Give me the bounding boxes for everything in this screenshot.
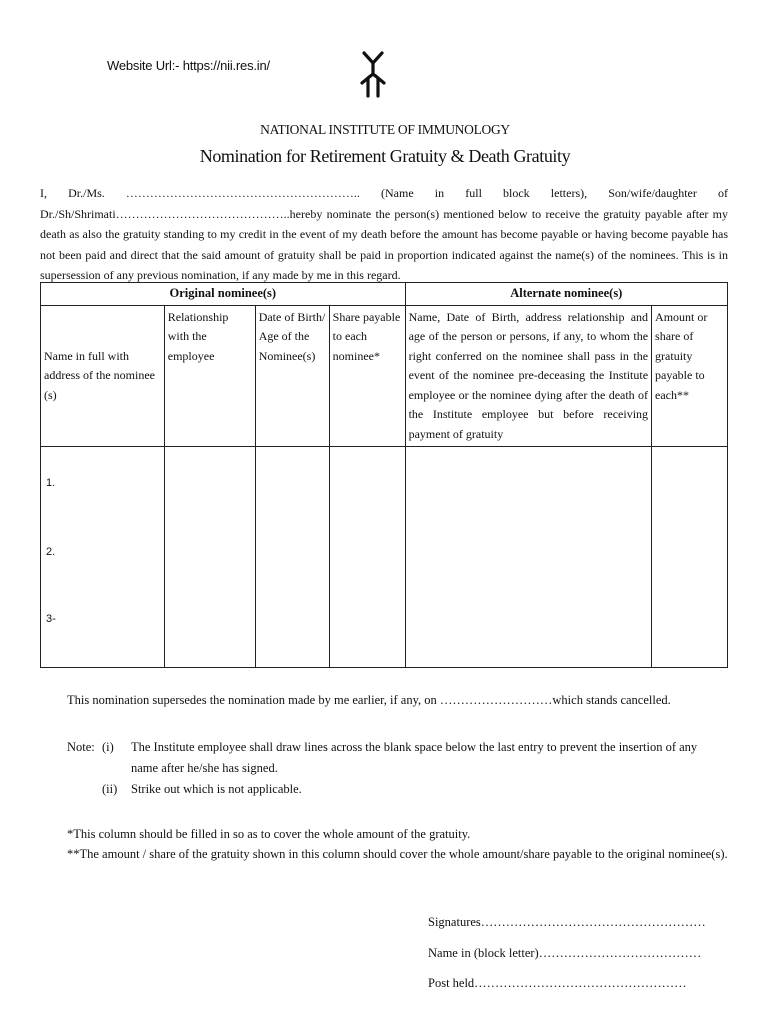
row-number: 2.: [46, 546, 56, 558]
note-item: [67, 779, 717, 800]
col-relationship-header: Relationship with the employee: [164, 305, 255, 447]
note-section: [67, 737, 717, 800]
word: I,: [40, 186, 47, 200]
name-blank: …………………………………………………..: [125, 186, 360, 200]
institute-name: NATIONAL INSTITUTE OF IMMUNOLOGY: [260, 122, 510, 137]
note-item-number: (ii): [102, 782, 118, 796]
signature-line[interactable]: Signatures………………………………………………: [428, 915, 706, 929]
word: Son/wife/daughter: [608, 186, 697, 200]
entry-share-cell[interactable]: [329, 447, 405, 668]
col-alternate-header: Name, Date of Birth, address relationship and age of the person or persons, if any, to whom the right conferred on the nominee shall pass in the event of the nominee pre-deceasing the Institute employee or the nominee dying after the death of the Institute employee but before receiving payment of gratuity: [405, 305, 651, 447]
footnote-double-asterisk: **The amount / share of the gratuity shown in this column should cover the whole amount/share payable to the original nominee(s).: [67, 847, 728, 861]
form-title: Nomination for Retirement Gratuity & Death Gratuity: [199, 146, 571, 166]
entry-name-cell[interactable]: [41, 447, 165, 668]
entry-amount-cell[interactable]: [652, 447, 728, 668]
note-item-number: (i): [102, 740, 114, 754]
declaration-body: Dr./Sh/Shrimati……………………………………..hereby nominate the person(s) mentioned below to receive the gratuity payable after my death as also the gratuity standing to my credit in the event of my death before the amount has become payable or having become payable has not been paid and direct that the said amount of gratuity shall be paid in proportion indicated against the name(s) of the nominees. This is in supersession of any previous nomination, if any made by me in this regard.: [40, 206, 728, 282]
declaration-first-line: [40, 183, 728, 204]
institute-logo: [358, 50, 388, 98]
footnotes: [67, 824, 728, 864]
word: (Name: [381, 186, 414, 200]
word: in: [434, 186, 445, 200]
entry-relationship-cell[interactable]: [164, 447, 255, 668]
alternate-nominee-header: Alternate nominee(s): [405, 283, 727, 306]
note-item: [67, 737, 717, 779]
word: Dr./Ms.: [68, 186, 105, 200]
post-held-line[interactable]: Post held……………………………………………: [428, 976, 687, 990]
supersede-statement: This nomination supersedes the nomination made by me earlier, if any, on ………………………which stands cancelled.: [67, 693, 671, 707]
entry-dob-cell[interactable]: [255, 447, 329, 668]
row-number: 1.: [46, 477, 56, 489]
signature-block: [428, 907, 706, 999]
declaration: [40, 183, 728, 286]
word: letters),: [550, 186, 588, 200]
block-letter-name-line[interactable]: Name in (block letter)…………………………………: [428, 945, 702, 960]
row-number: 3-: [46, 613, 56, 625]
col-dob-header: Date of Birth/ Age of the Nominee(s): [255, 305, 329, 447]
col-name-header: Name in full with address of the nominee (s): [41, 305, 165, 447]
col-share-header: Share payable to each nominee*: [329, 305, 405, 447]
note-label: Note:: [67, 740, 95, 754]
word: full: [465, 186, 482, 200]
note-item-text: Strike out which is not applicable.: [131, 782, 302, 796]
website-url: Website Url:- https://nii.res.in/: [107, 58, 270, 73]
col-amount-header: Amount or share of gratuity payable to each**: [652, 305, 728, 447]
entry-alternate-cell[interactable]: [405, 447, 651, 668]
note-item-text: The Institute employee shall draw lines across the blank space below the last entry to prevent the insertion of any name after he/she has signed.: [131, 740, 698, 775]
nomination-table: [40, 282, 728, 668]
word: block: [503, 186, 530, 200]
word: of: [718, 186, 728, 200]
footnote-single-asterisk: *This column should be filled in so as to cover the whole amount of the gratuity.: [67, 827, 471, 841]
original-nominee-header: Original nominee(s): [41, 283, 406, 306]
